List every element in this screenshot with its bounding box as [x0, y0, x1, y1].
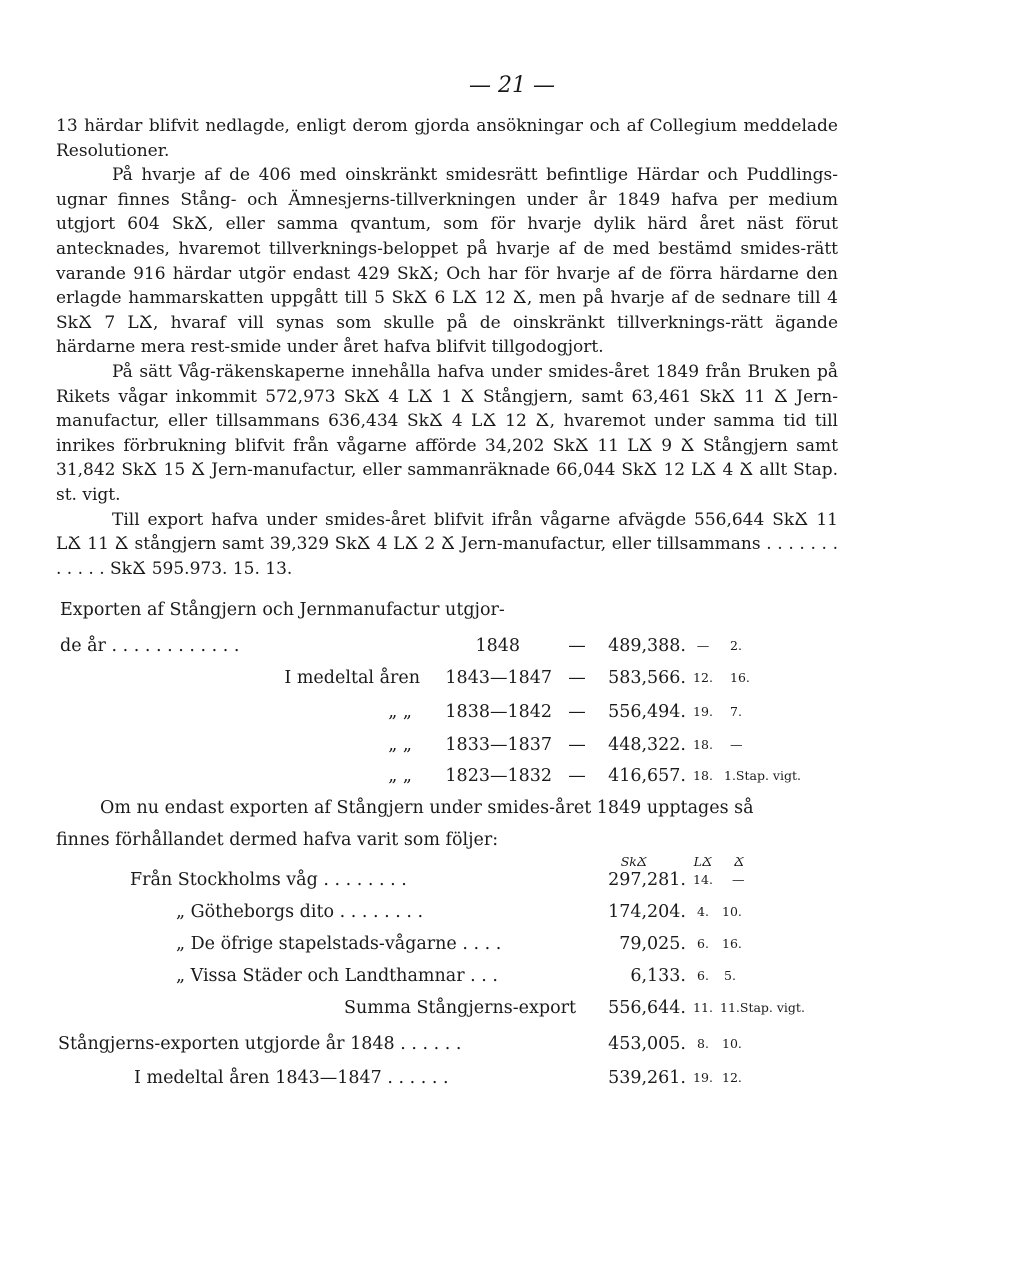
export-intro-line-2: de år . . . . . . . . . . . . [60, 636, 240, 656]
export-row-years: 1838—1842 [445, 702, 552, 722]
bar-row-lb: 14. [693, 872, 713, 887]
bar-row-label: Från Stockholms våg . . . . . . . . [130, 870, 407, 890]
bar-row-value: 174,204. [608, 902, 686, 922]
bar-row-value: 297,281. [608, 870, 686, 890]
export-row-m: 2. [730, 638, 742, 653]
bar-row-lb: 4. [697, 904, 709, 919]
export-row-lb: 19. [693, 704, 713, 719]
unit-header-m: Ճ [734, 854, 745, 869]
final-row-value: 539,261. [608, 1068, 686, 1088]
export-row-lb: — [696, 638, 710, 653]
bar-sum-label: Summa Stångjerns-export [344, 998, 577, 1018]
export-row-dash: — [568, 735, 586, 755]
paragraph-4: Till export hafva under smides-året blifvit ifrån vågarne afvägde 556,644 SkՃ 11 LՃ 11 Ճ stångjern samt 39,329 SkՃ 4 LՃ 2 Ճ Jern-manufactur, eller tillsammans . . . . . . . . . . . . SkՃ 595.973. 15. 13. [56, 509, 838, 579]
bar-row-m: 5. [724, 968, 736, 983]
paragraph-1: 13 härdar blifvit nedlagde, enligt derom gjorda ansökningar och af Collegium meddelade Resolutioner. [56, 116, 838, 161]
export-row-m: — [730, 737, 743, 752]
bar-sum-m: 11.Stap. vigt. [720, 1000, 805, 1015]
unit-header-sk: SkՃ [620, 854, 648, 869]
bar-row-label: „ Götheborgs dito . . . . . . . . [176, 902, 424, 922]
paragraph-3: På sätt Våg-räkenskaperne innehålla hafva under smides-året 1849 från Bruken på Rikets vågar inkommit 572,973 SkՃ 4 LՃ 1 Ճ Stångjern, samt 63,461 SkՃ 11 Ճ Jern-manufactur, eller tillsammans 636,434 SkՃ 4 LՃ 12 Ճ, hvaremot under samma tid till inrikes förbrukning blifvit från vågarne afförde 34,202 SkՃ 11 LՃ 9 Ճ Stångjern samt 31,842 SkՃ 15 Ճ Jern-manufactur, eller sammanräknade 66,044 SkՃ 12 LՃ 4 Ճ allt Stap. st. vigt. [56, 361, 838, 505]
bar-row-value: 79,025. [619, 934, 686, 954]
export-row-years: 1823—1832 [445, 766, 552, 786]
export-row-value: 489,388. [608, 636, 686, 656]
bar-row-lb: 6. [697, 968, 709, 983]
bar-paragraph-line-1: Om nu endast exporten af Stångjern under smides-året 1849 upptages så [100, 798, 754, 818]
final-row-lb: 19. [693, 1070, 713, 1085]
bar-row-m: — [732, 872, 745, 887]
export-row-value: 416,657. [608, 766, 686, 786]
bar-sum-lb: 11. [693, 1000, 713, 1015]
export-intro-line-1: Exporten af Stångjern och Jernmanufactur utgjor- [60, 600, 505, 620]
unit-header-lb: LՃ [693, 854, 713, 869]
bar-sum-value: 556,644. [608, 998, 686, 1018]
bar-row-lb: 6. [697, 936, 709, 951]
bar-row-m: 16. [722, 936, 742, 951]
body-text [56, 114, 838, 581]
export-row-years: 1848 [475, 636, 520, 656]
final-row-lb: 8. [697, 1036, 709, 1051]
bar-row-m: 10. [722, 904, 742, 919]
final-row-m: 12. [722, 1070, 742, 1085]
final-row-value: 453,005. [608, 1034, 686, 1054]
export-row-lb: 18. [693, 768, 713, 783]
export-row-years: 1843—1847 [445, 668, 552, 688]
export-row-m: 16. [730, 670, 750, 685]
export-row-lb: 12. [693, 670, 713, 685]
export-row-years: 1833—1837 [445, 735, 552, 755]
bar-row-label: „ De öfrige stapelstads-vågarne . . . . [176, 934, 502, 954]
export-row-value: 583,566. [608, 668, 686, 688]
export-row-label: „ „ [388, 766, 412, 786]
export-row-label: „ „ [388, 735, 412, 755]
paragraph-2: På hvarje af de 406 med oinskränkt smidesrätt befintlige Härdar och Puddlings-ugnar finnes Stång- och Ämnesjerns-tillverkningen under år 1849 hafva per medium utgjort 604 SkՃ, eller samma qvantum, som för hvarje dylik härd året näst förut antecknades, hvaremot tillverknings-beloppet på hvarje af de med bestämd smides-rätt varande 916 härdar utgör endast 429 SkՃ; Och har för hvarje af de förra härdarne den erlagde hammarskatten uppgått till 5 SkՃ 6 LՃ 12 Ճ, men på hvarje af de sednare till 4 SkՃ 7 LՃ, hvaraf vill synas som skulle på de oinskränkt tillverknings-rätt ägande härdarne mera rest-smide under året hafva blifvit tillgodogjort. [56, 165, 838, 358]
export-row-value: 448,322. [608, 735, 686, 755]
export-row-lb: 18. [693, 737, 713, 752]
export-row-dash: — [568, 636, 586, 656]
export-row-dash: — [568, 702, 586, 722]
final-row-label: Stångjerns-exporten utgjorde år 1848 . . . . . . [58, 1034, 462, 1054]
export-row-label: „ „ [388, 702, 412, 722]
export-row-label: I medeltal åren [284, 668, 420, 688]
export-row-dash: — [568, 668, 586, 688]
bar-paragraph-line-2: finnes förhållandet dermed hafva varit som följer: [56, 830, 499, 850]
final-row-label: I medeltal åren 1843—1847 . . . . . . [134, 1068, 449, 1088]
export-row-dash: — [568, 766, 586, 786]
export-row-m: 7. [730, 704, 742, 719]
bar-row-label: „ Vissa Städer och Landthamnar . . . [176, 966, 498, 986]
bar-row-value: 6,133. [630, 966, 686, 986]
final-row-m: 10. [722, 1036, 742, 1051]
export-row-m: 1.Stap. vigt. [724, 768, 801, 783]
export-row-value: 556,494. [608, 702, 686, 722]
page-number: — 21 — [469, 73, 555, 98]
